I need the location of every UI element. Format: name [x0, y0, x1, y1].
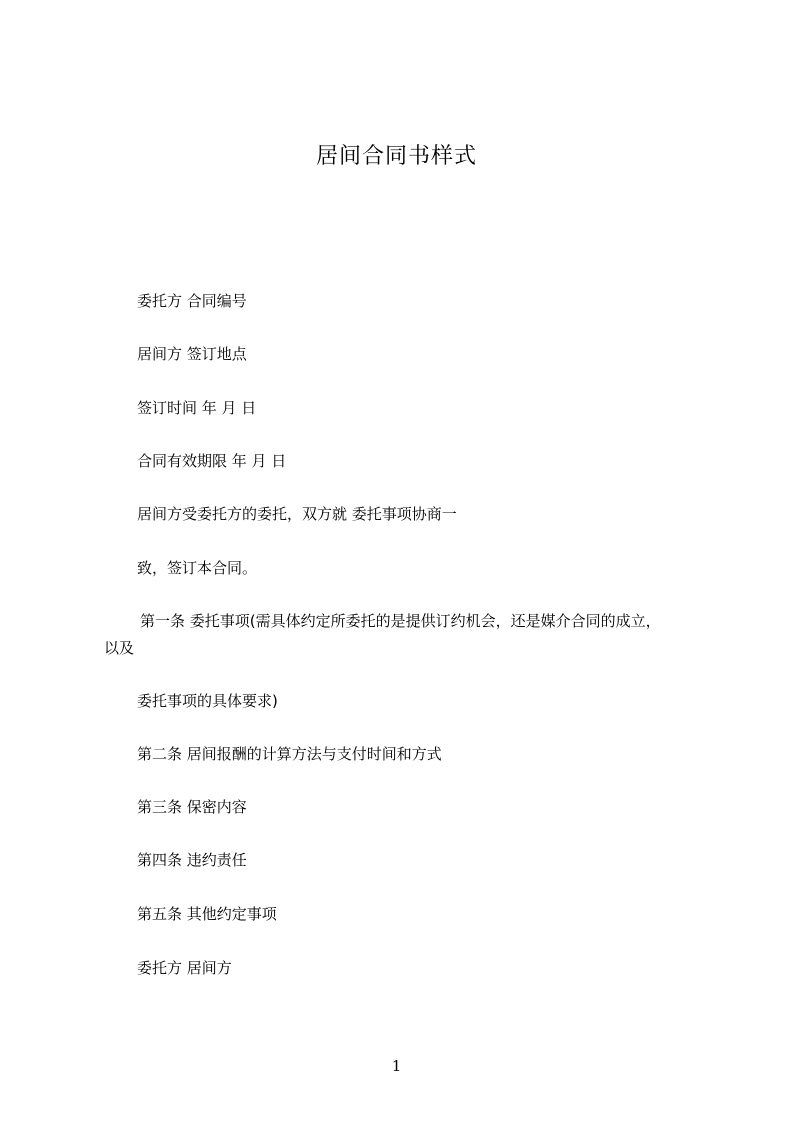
- line-article-3: 第三条 保密内容: [137, 798, 247, 816]
- line-article-4: 第四条 违约责任: [137, 851, 247, 869]
- line-article-1-cont: 以及: [104, 639, 135, 657]
- line-article-2: 第二条 居间报酬的计算方法与支付时间和方式: [137, 745, 442, 763]
- line-article-1: 第一条 委托事项(需具体约定所委托的是提供订约机会，还是媒介合同的成立，: [140, 612, 661, 630]
- line-signing-time: 签订时间 年 月 日: [137, 399, 257, 417]
- document-title: 居间合同书样式: [315, 144, 477, 169]
- line-signatures: 委托方 居间方: [137, 959, 232, 977]
- line-intro-part2: 致，签订本合同。: [137, 559, 258, 577]
- page-number: 1: [391, 1057, 402, 1075]
- line-article-5: 第五条 其他约定事项: [137, 905, 277, 923]
- line-contract-validity: 合同有效期限 年 月 日: [137, 452, 287, 470]
- line-intro-part1: 居间方受委托方的委托，双方就 委托事项协商一: [137, 505, 457, 523]
- line-article-1-requirements: 委托事项的具体要求): [137, 692, 278, 710]
- line-broker-signing-place: 居间方 签订地点: [137, 345, 247, 363]
- line-client-contract-number: 委托方 合同编号: [137, 292, 247, 310]
